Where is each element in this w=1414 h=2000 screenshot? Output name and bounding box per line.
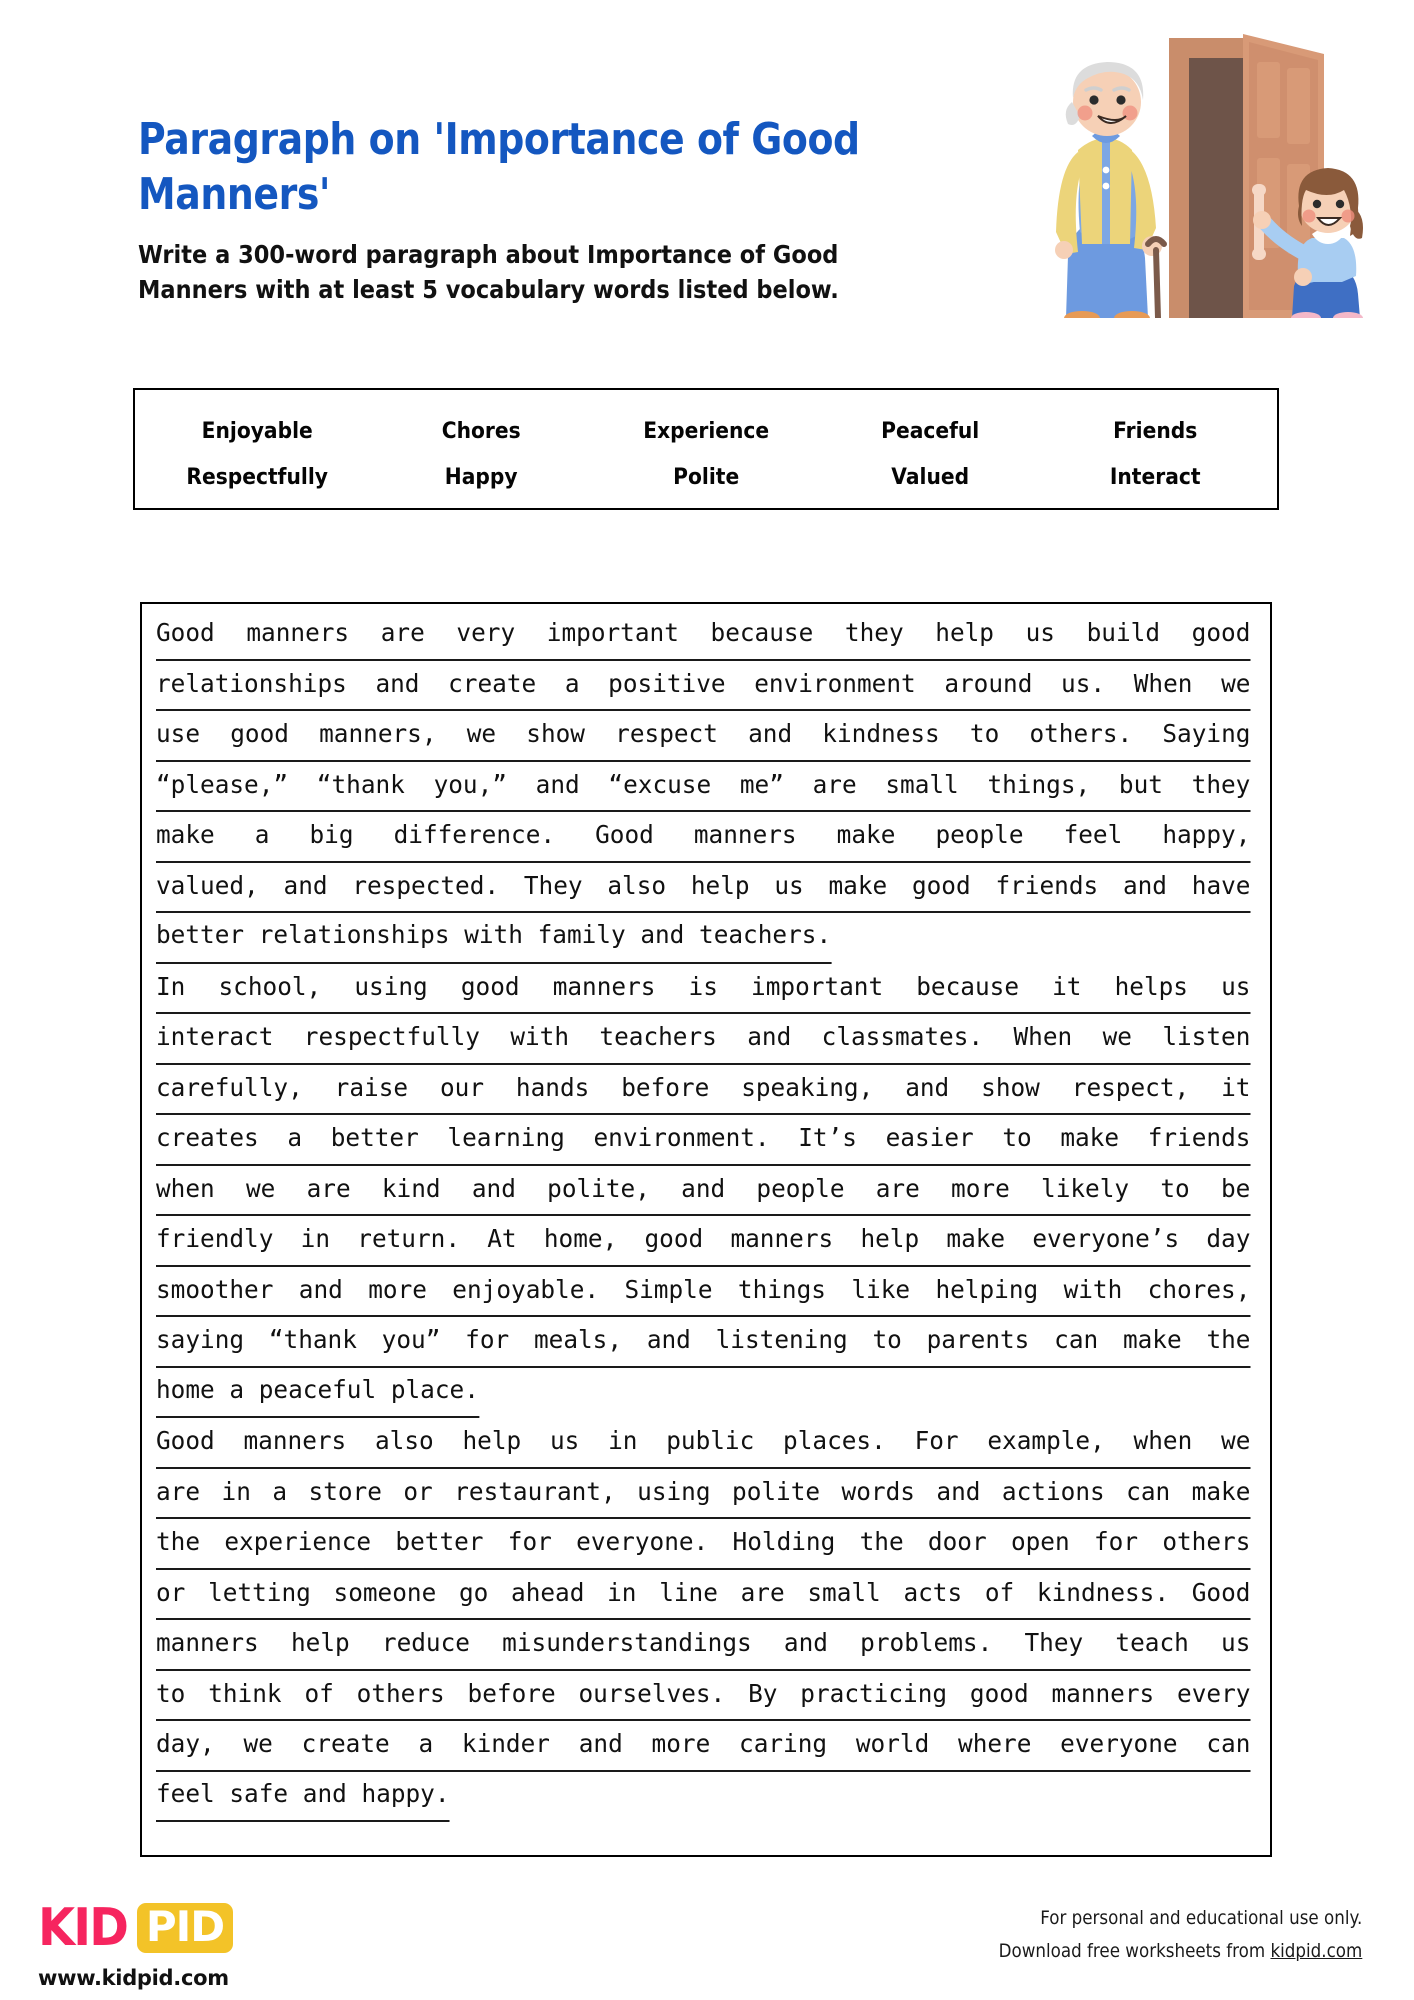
paragraph-line: feel safe and happy. <box>156 1772 1251 1823</box>
vocabulary-word: Polite <box>672 464 740 490</box>
vocabulary-word: Chores <box>442 418 522 444</box>
vocabulary-word: Peaceful <box>881 418 980 444</box>
paragraph-line: carefully, raise our hands before speaking, and show respect, it <box>156 1065 1251 1116</box>
vocabulary-box <box>133 388 1279 510</box>
paragraph-line: when we are kind and polite, and people are more likely to be <box>156 1166 1251 1217</box>
logo-pid-text: PID <box>137 1903 233 1954</box>
paragraph-line: relationships and create a positive environment around us. When we <box>156 661 1251 712</box>
page-footer <box>0 1880 1414 2000</box>
kidpid-logo <box>38 1898 233 1990</box>
footer-notice-prefix: Download free worksheets from <box>998 1940 1271 1963</box>
paragraph-line: saying “thank you” for meals, and listening to parents can make the <box>156 1317 1251 1368</box>
vocabulary-word: Happy <box>445 464 518 490</box>
instruction-text: Write a 300-word paragraph about Importance of Good Manners with at least 5 vocabulary words listed below. <box>138 240 847 304</box>
paragraph-line: or letting someone go ahead in line are small acts of kindness. Good <box>156 1570 1251 1621</box>
paragraph-line: home a peaceful place. <box>156 1368 1251 1419</box>
paragraph-line: interact respectfully with teachers and classmates. When we listen <box>156 1014 1251 1065</box>
vocabulary-word: Experience <box>643 418 769 444</box>
paragraph-line: manners help reduce misunderstandings and problems. They teach us <box>156 1620 1251 1671</box>
vocabulary-word: Enjoyable <box>201 418 313 444</box>
paragraph-line: day, we create a kinder and more caring world where everyone can <box>156 1721 1251 1772</box>
paragraph-line: make a big difference. Good manners make people feel happy, <box>156 812 1251 863</box>
header-illustration <box>1006 18 1406 318</box>
paragraph-line: smoother and more enjoyable. Simple things like helping with chores, <box>156 1267 1251 1318</box>
logo-website-url: www.kidpid.com <box>38 1966 229 1990</box>
vocabulary-word: Interact <box>1109 464 1201 490</box>
paragraph-line: valued, and respected. They also help us make good friends and have <box>156 863 1251 914</box>
kidpid-link[interactable]: kidpid.com <box>1270 1940 1362 1963</box>
paragraph-line: use good manners, we show respect and kindness to others. Saying <box>156 711 1251 762</box>
paragraph-line: the experience better for everyone. Holding the door open for others <box>156 1519 1251 1570</box>
paragraph-line: are in a store or restaurant, using polite words and actions can make <box>156 1469 1251 1520</box>
paragraph-line: “please,” “thank you,” and “excuse me” are small things, but they <box>156 762 1251 813</box>
paragraph-line: to think of others before ourselves. By practicing good manners every <box>156 1671 1251 1722</box>
footer-notice <box>998 1902 1362 1969</box>
girl-holding-door-icon <box>1006 18 1406 318</box>
footer-notice-line1: For personal and educational use only. <box>1039 1907 1362 1929</box>
vocabulary-word: Valued <box>891 464 970 490</box>
vocabulary-row <box>145 454 1267 500</box>
footer-notice-line2 <box>998 1935 1362 1968</box>
paragraph-line: Good manners also help us in public places. For example, when we <box>156 1418 1251 1469</box>
paragraph-line: In school, using good manners is important because it helps us <box>156 964 1251 1015</box>
paragraph-line: Good manners are very important because they help us build good <box>156 610 1251 661</box>
vocabulary-row <box>145 408 1267 454</box>
logo-kid-text: KID <box>38 1898 128 1958</box>
vocabulary-word: Friends <box>1112 418 1197 444</box>
paragraph-line: creates a better learning environment. It’s easier to make friends <box>156 1115 1251 1166</box>
paragraph-line: better relationships with family and teachers. <box>156 913 1251 964</box>
paragraph-answer-area[interactable] <box>140 602 1272 1857</box>
paragraph-line: friendly in return. At home, good manners help make everyone’s day <box>156 1216 1251 1267</box>
worksheet-header <box>138 112 1028 307</box>
vocabulary-word: Respectfully <box>186 464 328 490</box>
page-title: Paragraph on 'Importance of Good Manners' <box>138 114 873 220</box>
